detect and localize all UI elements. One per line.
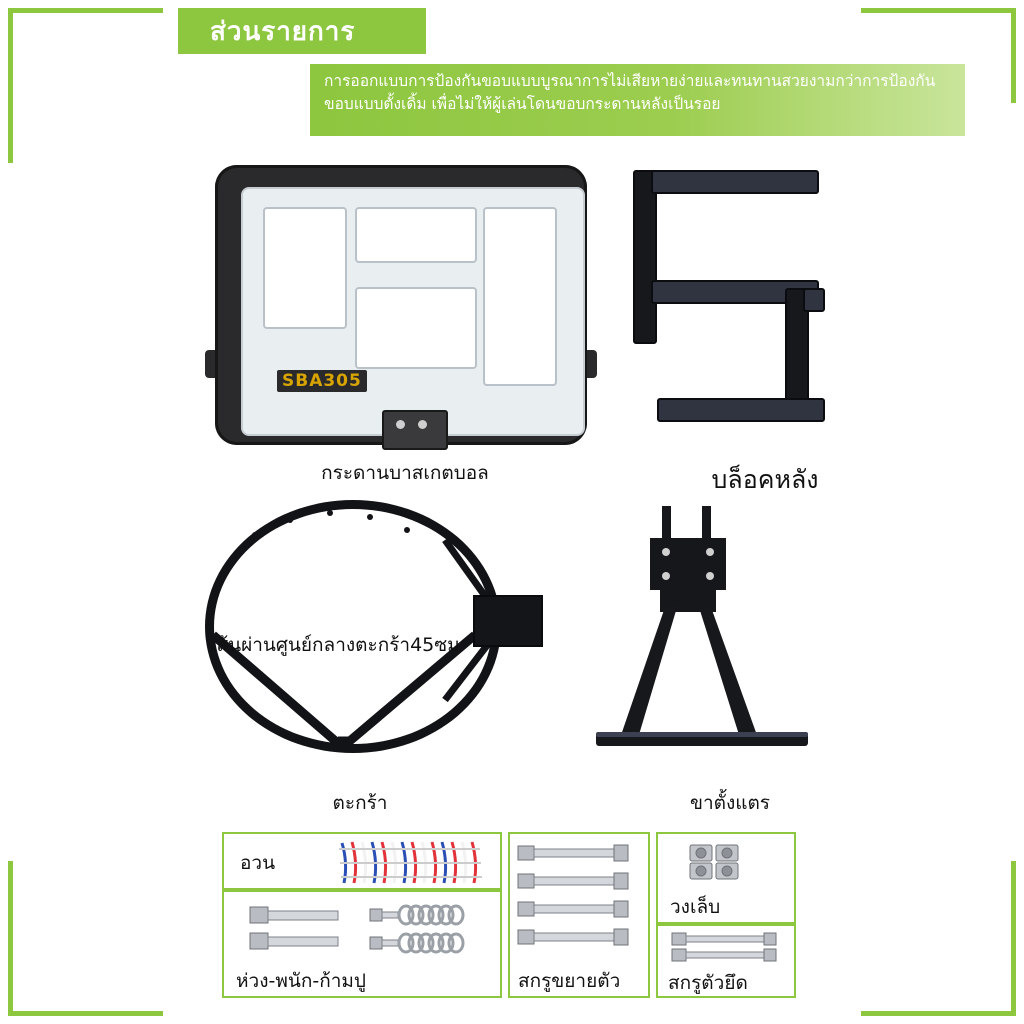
ring-bracket-claw-icon	[230, 895, 500, 965]
accessory-label-claw-ring: วงเล็บ	[670, 896, 721, 918]
expansion-screw-icon	[514, 838, 650, 958]
backboard-panel-4	[483, 207, 557, 386]
bracket-vertical-upper	[633, 170, 657, 344]
accessory-label-fixing-screw: สกรูตัวยึด	[668, 972, 748, 994]
backboard-panel-3	[355, 287, 477, 369]
bracket-arm-lower-bottom	[657, 398, 825, 422]
back-block-caption: บล็อคหลัง	[711, 465, 819, 494]
backboard-caption: กระดานบาสเกตบอล	[321, 462, 489, 484]
accessory-box-expansion-screw	[508, 832, 650, 998]
backboard-panel-1	[263, 207, 347, 329]
accessory-box-ring-bracket-claw	[222, 890, 502, 998]
accessory-label-ring-bracket-claw: ห่วง-พนัก-ก้ามปู	[236, 970, 366, 992]
accessory-box-fixing-screw	[656, 924, 796, 998]
leg-stand-caption: ขาตั้งแตร	[689, 792, 771, 814]
decorative-corner-bottom-left	[8, 861, 163, 1016]
backboard-frame	[215, 165, 587, 445]
section-title-badge	[178, 8, 426, 54]
rim-dimension-label: เส้นผ่านศูนย์กลางตะกร้า45ซม	[210, 634, 460, 656]
decorative-corner-bottom-right	[861, 861, 1016, 1016]
backboard-mount-plate	[382, 410, 448, 450]
leg-stand-svg	[590, 500, 870, 790]
product-description: การออกแบบการป้องกันขอบแบบบูรณาการไม่เสียหายง่ายและทนทานสวยงามกว่าการป้องกันขอบแบบตั้งเดิ้ม เพื่อไม่ให้ผู้เล่นโดนขอบกระดานหลังเป็นรอย	[310, 64, 965, 136]
claw-ring-icon	[676, 837, 806, 889]
backboard-illustration	[205, 160, 605, 460]
leg-stand-illustration	[590, 500, 870, 800]
backboard-panel-2	[355, 207, 477, 263]
accessory-box-claw-ring	[656, 832, 796, 924]
backboard-logo: SBA305	[277, 370, 367, 392]
rim-caption: ตะกร้า	[332, 792, 388, 814]
accessory-box-net	[222, 832, 502, 890]
bracket-arm-lower-top	[803, 288, 825, 312]
net-icon	[334, 837, 494, 889]
decorative-corner-top-left	[8, 8, 163, 163]
bracket-arm-top	[651, 170, 819, 194]
accessory-label-net: อวน	[240, 852, 276, 874]
accessory-label-expansion-screw: สกรูขยายตัว	[518, 970, 621, 992]
back-block-illustration	[615, 160, 915, 460]
page-title: ส่วนรายการ	[210, 16, 356, 47]
fixing-screw-icon	[664, 929, 794, 963]
